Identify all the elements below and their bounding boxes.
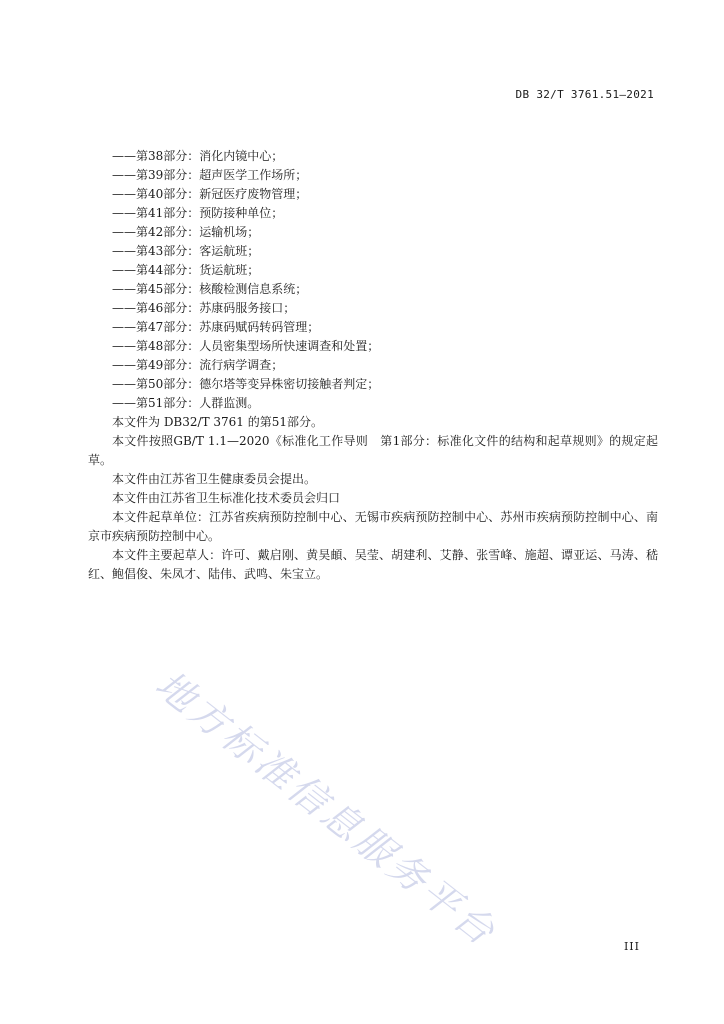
list-item: ——第45部分：核酸检测信息系统； <box>112 282 308 296</box>
watermark: 地方标准信息服务平台 <box>147 662 506 956</box>
list-item: ——第39部分：超声医学工作场所； <box>112 168 308 182</box>
paragraph-administrator: 本文件由江苏省卫生标准化技术委员会归口 <box>112 491 341 505</box>
list-item: ——第46部分：苏康码服务接口； <box>112 301 296 315</box>
list-item: ——第48部分：人员密集型场所快速调查和处置； <box>112 339 380 353</box>
list-item: ——第40部分：新冠医疗废物管理； <box>112 187 308 201</box>
paragraph-drafting-rule: 本文件按照GB/T 1.1—2020《标准化工作导则 第1部分：标准化文件的结构和起草规则》的规定起草。 <box>88 434 658 467</box>
paragraph-proposer: 本文件由江苏省卫生健康委员会提出。 <box>112 472 317 486</box>
paragraph-drafting-units: 本文件起草单位：江苏省疾病预防控制中心、无锡市疾病预防控制中心、苏州市疾病预防控制中心、南京市疾病预防控制中心。 <box>88 510 658 543</box>
parts-list <box>112 147 379 413</box>
paragraph-part-statement: 本文件为 DB32/T 3761 的第51部分。 <box>112 415 324 429</box>
list-item: ——第50部分：德尔塔等变异株密切接触者判定； <box>112 377 380 391</box>
list-item: ——第43部分：客运航班； <box>112 244 260 258</box>
list-item: ——第51部分：人群监测。 <box>112 396 260 410</box>
list-item: ——第49部分：流行病学调查； <box>112 358 284 372</box>
list-item: ——第42部分：运输机场； <box>112 225 260 239</box>
page-number: III <box>623 940 640 953</box>
list-item: ——第38部分：消化内镜中心； <box>112 149 284 163</box>
list-item: ——第44部分：货运航班； <box>112 263 260 277</box>
paragraph-drafters: 本文件主要起草人：许可、戴启刚、黄昊頔、吴莹、胡建利、艾静、张雪峰、施超、谭亚运、马涛、嵇红、鲍倡俊、朱凤才、陆伟、武鸣、朱宝立。 <box>88 548 658 581</box>
foreword-body <box>88 413 658 584</box>
list-item: ——第47部分：苏康码赋码转码管理； <box>112 320 320 334</box>
standard-code-header: DB 32/T 3761.51—2021 <box>515 88 654 101</box>
list-item: ——第41部分：预防接种单位； <box>112 206 284 220</box>
